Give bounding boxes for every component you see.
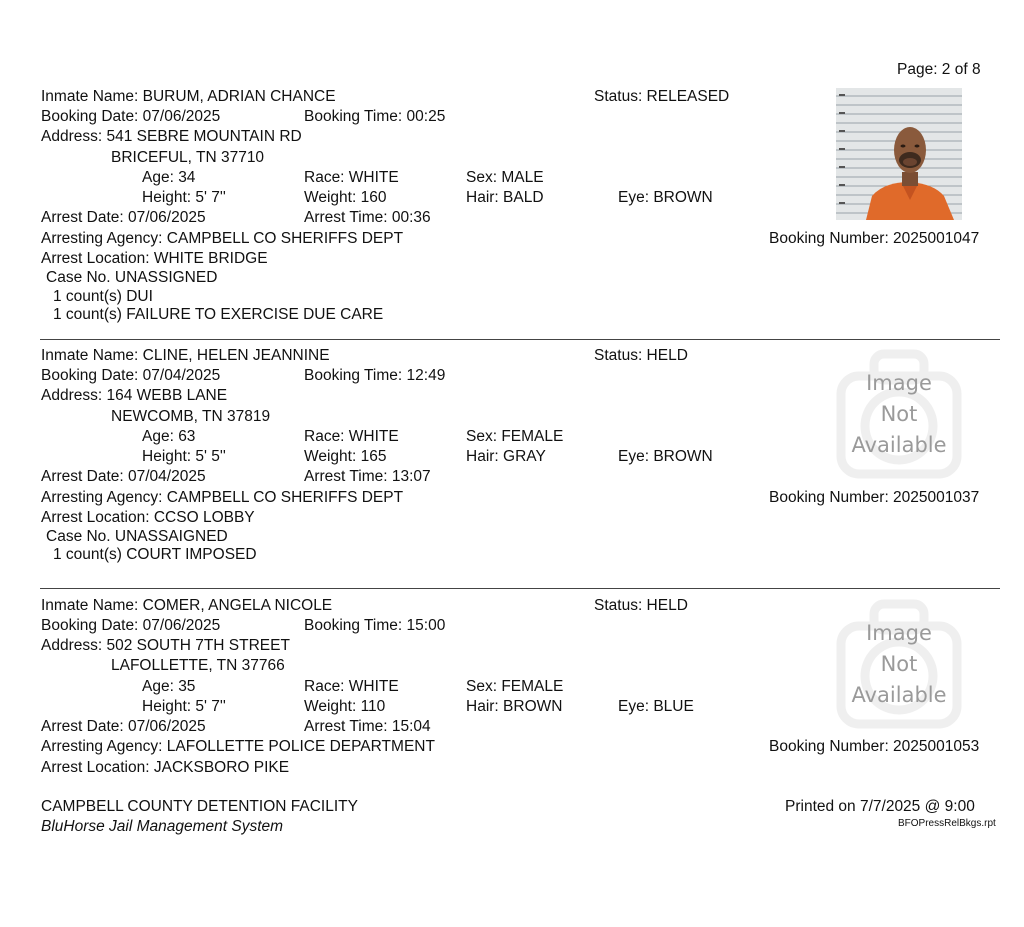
sex: Sex: MALE: [466, 169, 544, 186]
weight: Weight: 110: [304, 698, 386, 715]
height: Height: 5' 7'': [142, 698, 226, 715]
arresting-agency: Arresting Agency: CAMPBELL CO SHERIFFS DEPT: [41, 489, 404, 506]
booking-number: Booking Number: 2025001053: [769, 738, 980, 755]
booking-time: Booking Time: 15:00: [304, 617, 446, 634]
inmate-name: Inmate Name: CLINE, HELEN JEANNINE: [41, 347, 330, 364]
image-na-line: Image: [866, 371, 932, 395]
arrest-date: Arrest Date: 07/06/2025: [41, 209, 206, 226]
mugshot-illustration: [836, 88, 962, 220]
booking-date: Booking Date: 07/04/2025: [41, 367, 221, 384]
age: Age: 35: [142, 678, 196, 695]
arrest-location: Arrest Location: WHITE BRIDGE: [41, 250, 268, 267]
image-not-available: [836, 346, 962, 480]
arrest-time: Arrest Time: 00:36: [304, 209, 431, 226]
arresting-agency: Arresting Agency: CAMPBELL CO SHERIFFS DEPT: [41, 230, 404, 247]
report-footer: [41, 797, 358, 837]
eye: Eye: BLUE: [618, 698, 694, 715]
weight: Weight: 160: [304, 189, 387, 206]
report-filename: BFOPressRelBkgs.rpt: [898, 818, 996, 829]
sex: Sex: FEMALE: [466, 678, 564, 695]
hair: Hair: BROWN: [466, 698, 563, 715]
inmate-name: Inmate Name: BURUM, ADRIAN CHANCE: [41, 88, 336, 105]
booking-date: Booking Date: 07/06/2025: [41, 617, 221, 634]
image-na-line: Image: [866, 621, 932, 645]
race: Race: WHITE: [304, 428, 399, 445]
booking-time: Booking Time: 00:25: [304, 108, 446, 125]
case-number: Case No. UNASSIGNED: [46, 269, 218, 286]
weight: Weight: 165: [304, 448, 387, 465]
record-divider: [40, 339, 1000, 340]
mugshot-image: [836, 88, 962, 220]
charge: 1 count(s) COURT IMPOSED: [53, 546, 257, 563]
arrest-time: Arrest Time: 13:07: [304, 468, 431, 485]
arrest-date: Arrest Date: 07/04/2025: [41, 468, 206, 485]
address-line-2: BRICEFUL, TN 37710: [111, 149, 265, 166]
address-line-1: Address: 502 SOUTH 7TH STREET: [41, 637, 290, 654]
arrest-time: Arrest Time: 15:04: [304, 718, 431, 735]
arrest-location: Arrest Location: CCSO LOBBY: [41, 509, 255, 526]
facility-name: CAMPBELL COUNTY DETENTION FACILITY: [41, 798, 358, 815]
arresting-agency: Arresting Agency: LAFOLLETTE POLICE DEPARTMENT: [41, 738, 435, 755]
status: Status: HELD: [594, 597, 688, 614]
eye: Eye: BROWN: [618, 189, 713, 206]
system-name: BluHorse Jail Management System: [41, 818, 284, 835]
charge: 1 count(s) DUI: [53, 288, 153, 305]
hair: Hair: BALD: [466, 189, 544, 206]
booking-number: Booking Number: 2025001047: [769, 230, 980, 247]
age: Age: 63: [142, 428, 196, 445]
printed-on: Printed on 7/7/2025 @ 9:00: [785, 798, 975, 815]
image-not-available: [836, 596, 962, 730]
booking-date: Booking Date: 07/06/2025: [41, 108, 221, 125]
height: Height: 5' 5'': [142, 448, 226, 465]
sex: Sex: FEMALE: [466, 428, 564, 445]
address-line-1: Address: 164 WEBB LANE: [41, 387, 228, 404]
age: Age: 34: [142, 169, 196, 186]
image-na-line: Not: [880, 402, 918, 426]
booking-time: Booking Time: 12:49: [304, 367, 446, 384]
booking-number: Booking Number: 2025001037: [769, 489, 980, 506]
arrest-location: Arrest Location: JACKSBORO PIKE: [41, 759, 290, 776]
inmate-name: Inmate Name: COMER, ANGELA NICOLE: [41, 597, 333, 614]
race: Race: WHITE: [304, 169, 399, 186]
status: Status: HELD: [594, 347, 688, 364]
case-number: Case No. UNASSAIGNED: [46, 528, 228, 545]
image-na-line: Not: [880, 652, 918, 676]
page-number: Page: 2 of 8: [897, 61, 981, 78]
image-na-line: Available: [851, 683, 947, 707]
arrest-date: Arrest Date: 07/06/2025: [41, 718, 206, 735]
charge: 1 count(s) FAILURE TO EXERCISE DUE CARE: [53, 306, 384, 323]
height: Height: 5' 7'': [142, 189, 226, 206]
status: Status: RELEASED: [594, 88, 730, 105]
hair: Hair: GRAY: [466, 448, 546, 465]
address-line-2: NEWCOMB, TN 37819: [111, 408, 271, 425]
image-na-line: Available: [851, 433, 947, 457]
race: Race: WHITE: [304, 678, 399, 695]
address-line-1: Address: 541 SEBRE MOUNTAIN RD: [41, 128, 302, 145]
address-line-2: LAFOLLETTE, TN 37766: [111, 657, 285, 674]
eye: Eye: BROWN: [618, 448, 713, 465]
record-divider: [40, 588, 1000, 589]
